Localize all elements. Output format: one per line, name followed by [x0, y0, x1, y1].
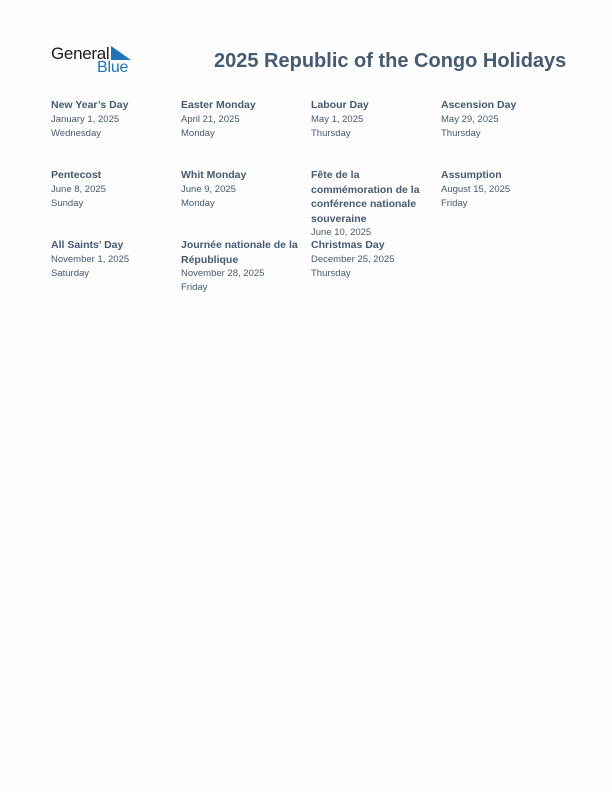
holiday-name: Easter Monday — [181, 99, 256, 111]
holiday-date: June 8, 2025 — [51, 183, 106, 195]
holiday-item — [311, 98, 441, 168]
holiday-weekday: Monday — [181, 127, 215, 139]
holiday-name: Pentecost — [51, 169, 102, 181]
holiday-date: August 15, 2025 — [441, 183, 511, 195]
holiday-item — [51, 98, 181, 168]
holiday-date: January 1, 2025 — [51, 113, 120, 125]
logo-triangle-icon — [111, 46, 131, 60]
holiday-date: May 29, 2025 — [441, 113, 499, 125]
generalblue-logo — [51, 44, 133, 78]
holiday-weekday: Wednesday — [51, 127, 101, 139]
holiday-item — [181, 98, 311, 168]
holiday-date: November 1, 2025 — [51, 253, 130, 265]
holiday-name: Christmas Day — [311, 239, 385, 251]
logo-text-blue: Blue — [97, 59, 129, 76]
holiday-item — [311, 168, 441, 238]
holiday-item — [441, 168, 571, 238]
holiday-name: Assumption — [441, 169, 502, 181]
holiday-name: Journée nationale de la République — [181, 239, 298, 266]
logo-text-general: General — [51, 44, 110, 63]
holiday-weekday: Sunday — [51, 197, 84, 209]
holiday-weekday: Thursday — [311, 267, 351, 279]
holiday-date: November 28, 2025 — [181, 268, 265, 279]
holiday-item — [181, 238, 311, 308]
holiday-item — [51, 168, 181, 238]
holiday-date: June 9, 2025 — [181, 183, 236, 195]
holiday-item — [181, 168, 311, 238]
holiday-name: Labour Day — [311, 99, 369, 111]
holiday-name: Fête de la commémoration de la conférence nationale souveraine — [311, 169, 420, 225]
holiday-row — [51, 238, 571, 308]
holiday-weekday: Friday — [441, 197, 468, 209]
holiday-weekday: Saturday — [51, 267, 90, 279]
holiday-name: Whit Monday — [181, 169, 247, 181]
holiday-item — [311, 238, 441, 308]
holiday-date: April 21, 2025 — [181, 113, 240, 125]
holiday-name: Ascension Day — [441, 99, 517, 111]
holiday-weekday: Friday — [181, 282, 208, 293]
holiday-weekday: Thursday — [311, 127, 351, 139]
holiday-row — [51, 168, 571, 238]
holiday-date: May 1, 2025 — [311, 113, 364, 125]
holiday-date: December 25, 2025 — [311, 253, 395, 265]
page-title: 2025 Republic of the Congo Holidays — [214, 50, 567, 72]
holiday-weekday: Monday — [181, 197, 215, 209]
holiday-item — [51, 238, 181, 308]
holiday-date: June 10, 2025 — [311, 227, 372, 238]
holiday-name: All Saints’ Day — [51, 239, 124, 251]
holiday-grid — [51, 98, 571, 308]
holiday-item — [441, 98, 571, 168]
holiday-name: New Year’s Day — [51, 99, 129, 111]
holiday-row — [51, 98, 571, 168]
holiday-weekday: Thursday — [441, 127, 481, 139]
